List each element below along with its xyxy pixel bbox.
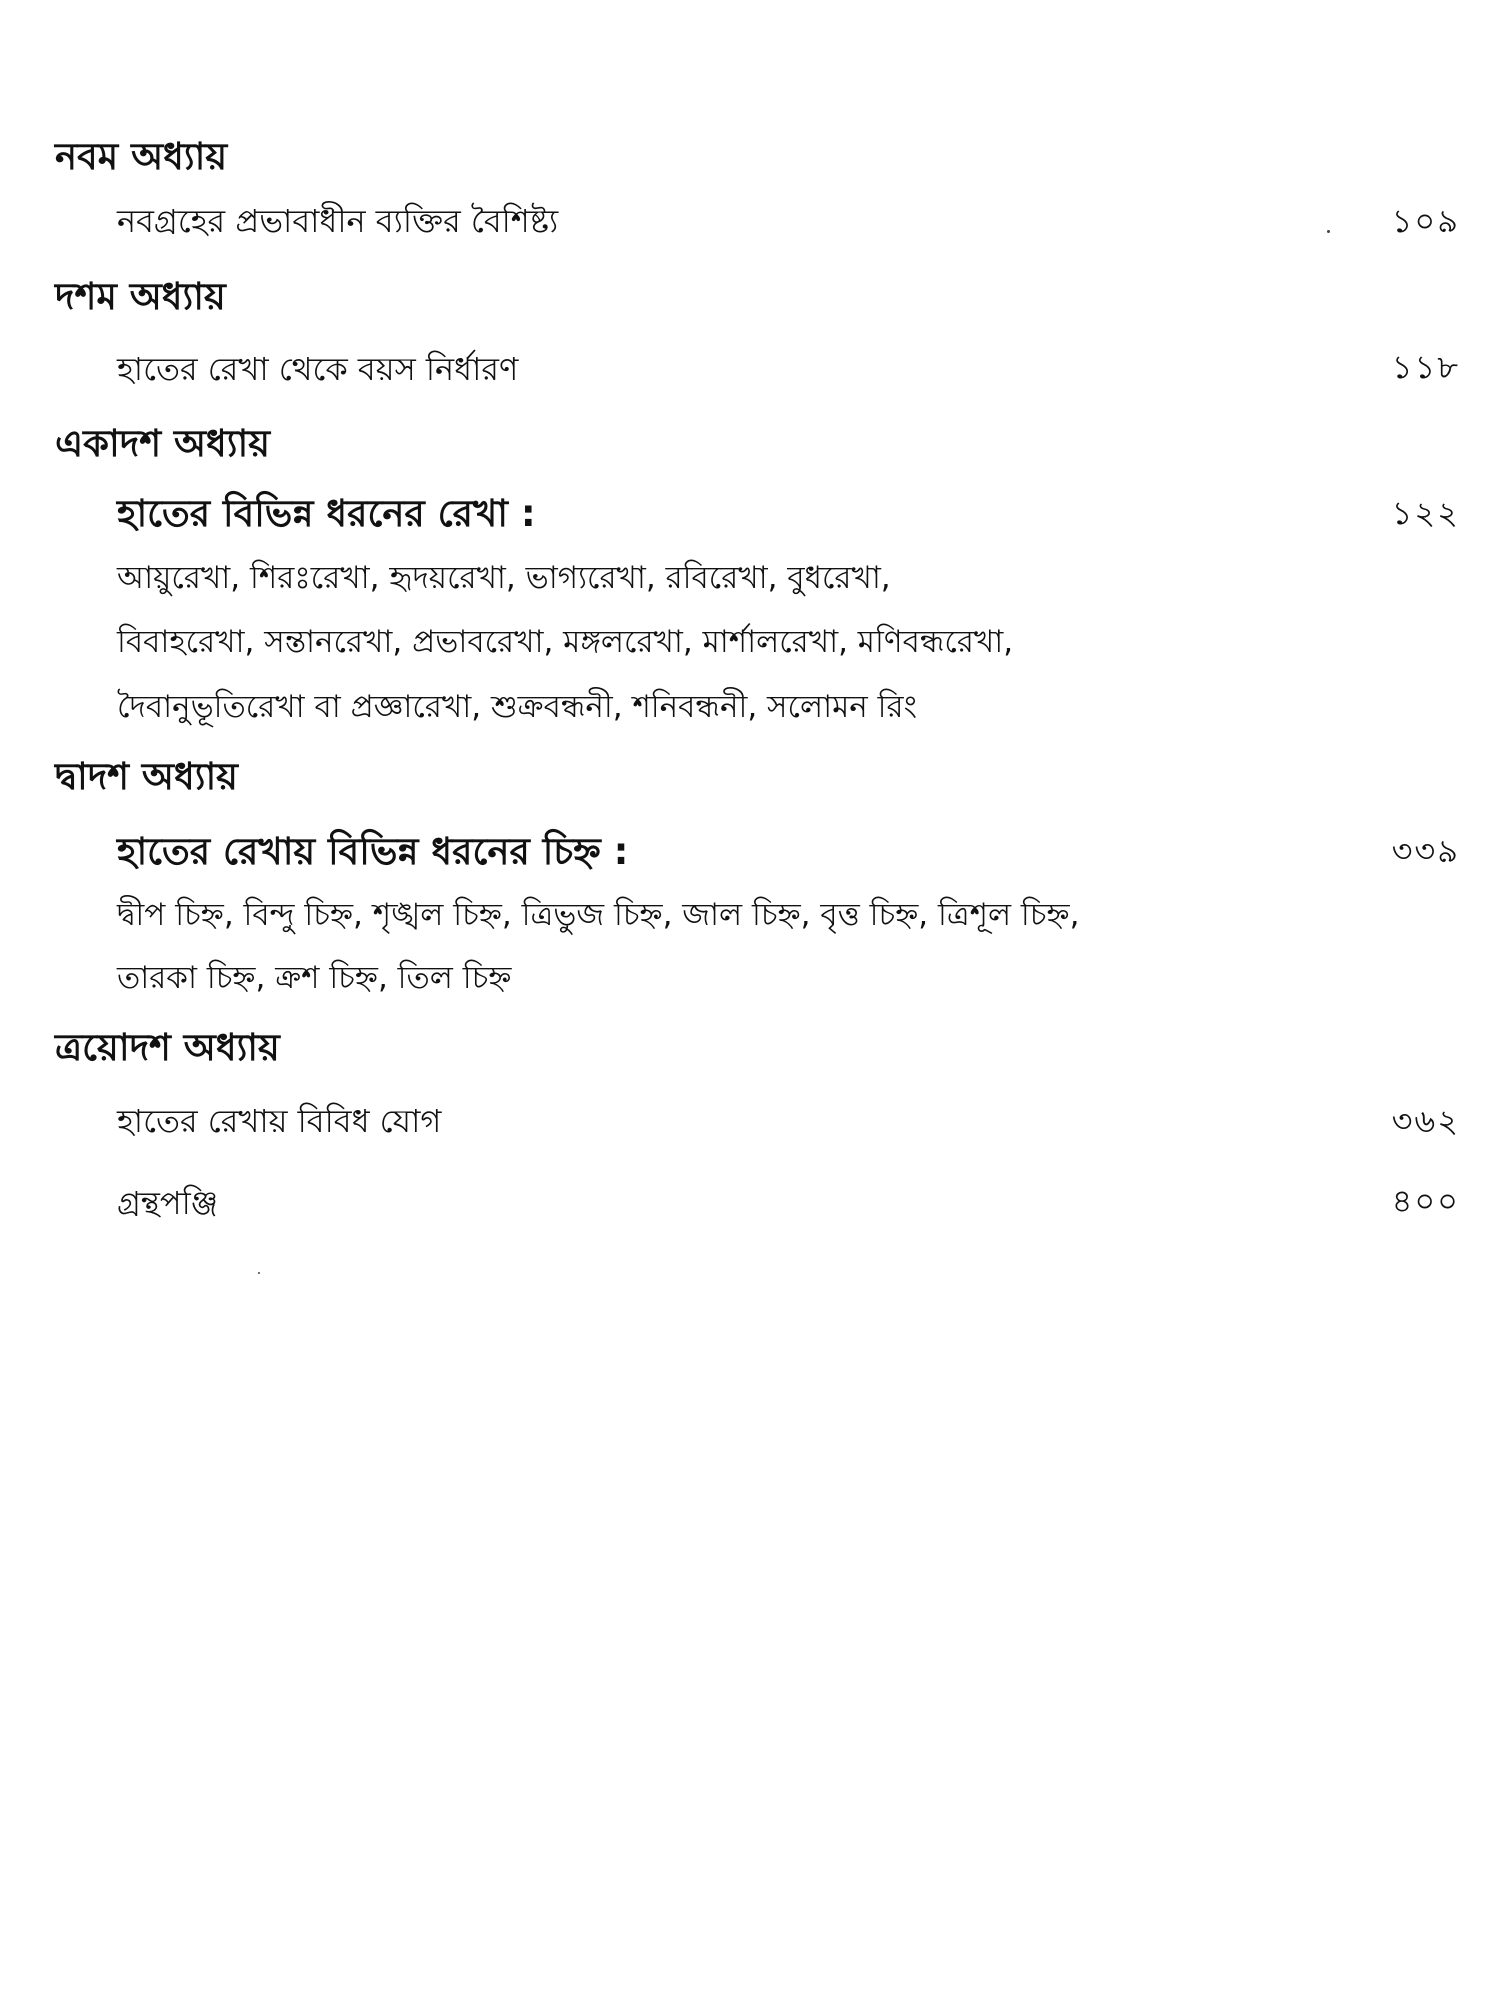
scan-speck — [1327, 230, 1330, 233]
chapter-10-entry: হাতের রেখা থেকে বয়স নির্ধারণ — [117, 350, 519, 388]
chapter-12-page-number: ৩৩৯ — [1391, 832, 1460, 870]
chapter-11-entry: হাতের বিভিন্ন ধরনের রেখা : — [117, 492, 536, 535]
chapter-12-heading: দ্বাদশ অধ্যায় — [55, 755, 238, 798]
chapter-10-heading: দশম অধ্যায় — [55, 275, 226, 318]
scan-speck — [258, 1272, 260, 1274]
chapter-11-page-number: ১২২ — [1391, 494, 1460, 532]
chapter-13-heading: ত্রয়োদশ অধ্যায় — [55, 1026, 280, 1069]
chapter-9-entry: নবগ্রহের প্রভাবাধীন ব্যক্তির বৈশিষ্ট্য — [117, 202, 559, 240]
chapter-12-subtopics-line: দ্বীপ চিহ্ন, বিন্দু চিহ্ন, শৃঙ্খল চিহ্ন, ত্রিভুজ চিহ্ন, জাল চিহ্ন, বৃত্ত চিহ্ন, ত্রিশূল চিহ্ন, — [117, 897, 1080, 933]
chapter-11-subtopics-line: বিবাহরেখা, সন্তানরেখা, প্রভাবরেখা, মঙ্গলরেখা, মার্শালরেখা, মণিবন্ধরেখা, — [117, 624, 1014, 660]
chapter-12-entry: হাতের রেখায় বিভিন্ন ধরনের চিহ্ন : — [117, 830, 629, 873]
chapter-9-page-number: ১০৯ — [1391, 202, 1460, 240]
chapter-12-subtopics-line: তারকা চিহ্ন, ক্রশ চিহ্ন, তিল চিহ্ন — [117, 960, 512, 996]
chapter-11-heading: একাদশ অধ্যায় — [55, 422, 271, 465]
chapter-9-heading: নবম অধ্যায় — [55, 135, 228, 178]
chapter-10-page-number: ১১৮ — [1391, 348, 1460, 386]
chapter-13-entry: হাতের রেখায় বিবিধ যোগ — [117, 1102, 442, 1140]
chapter-11-subtopics-line: আয়ুরেখা, শিরঃরেখা, হৃদয়রেখা, ভাগ্যরেখা, রবিরেখা, বুধরেখা, — [117, 560, 891, 596]
chapter-11-subtopics-line: দৈবানুভূতিরেখা বা প্রজ্ঞারেখা, শুক্রবন্ধনী, শনিবন্ধনী, সলোমন রিং — [117, 689, 917, 725]
bibliography-entry: গ্রন্থপঞ্জি — [117, 1184, 219, 1222]
bibliography-page-number: ৪০০ — [1391, 1182, 1460, 1220]
chapter-13-page-number: ৩৬২ — [1391, 1102, 1460, 1140]
